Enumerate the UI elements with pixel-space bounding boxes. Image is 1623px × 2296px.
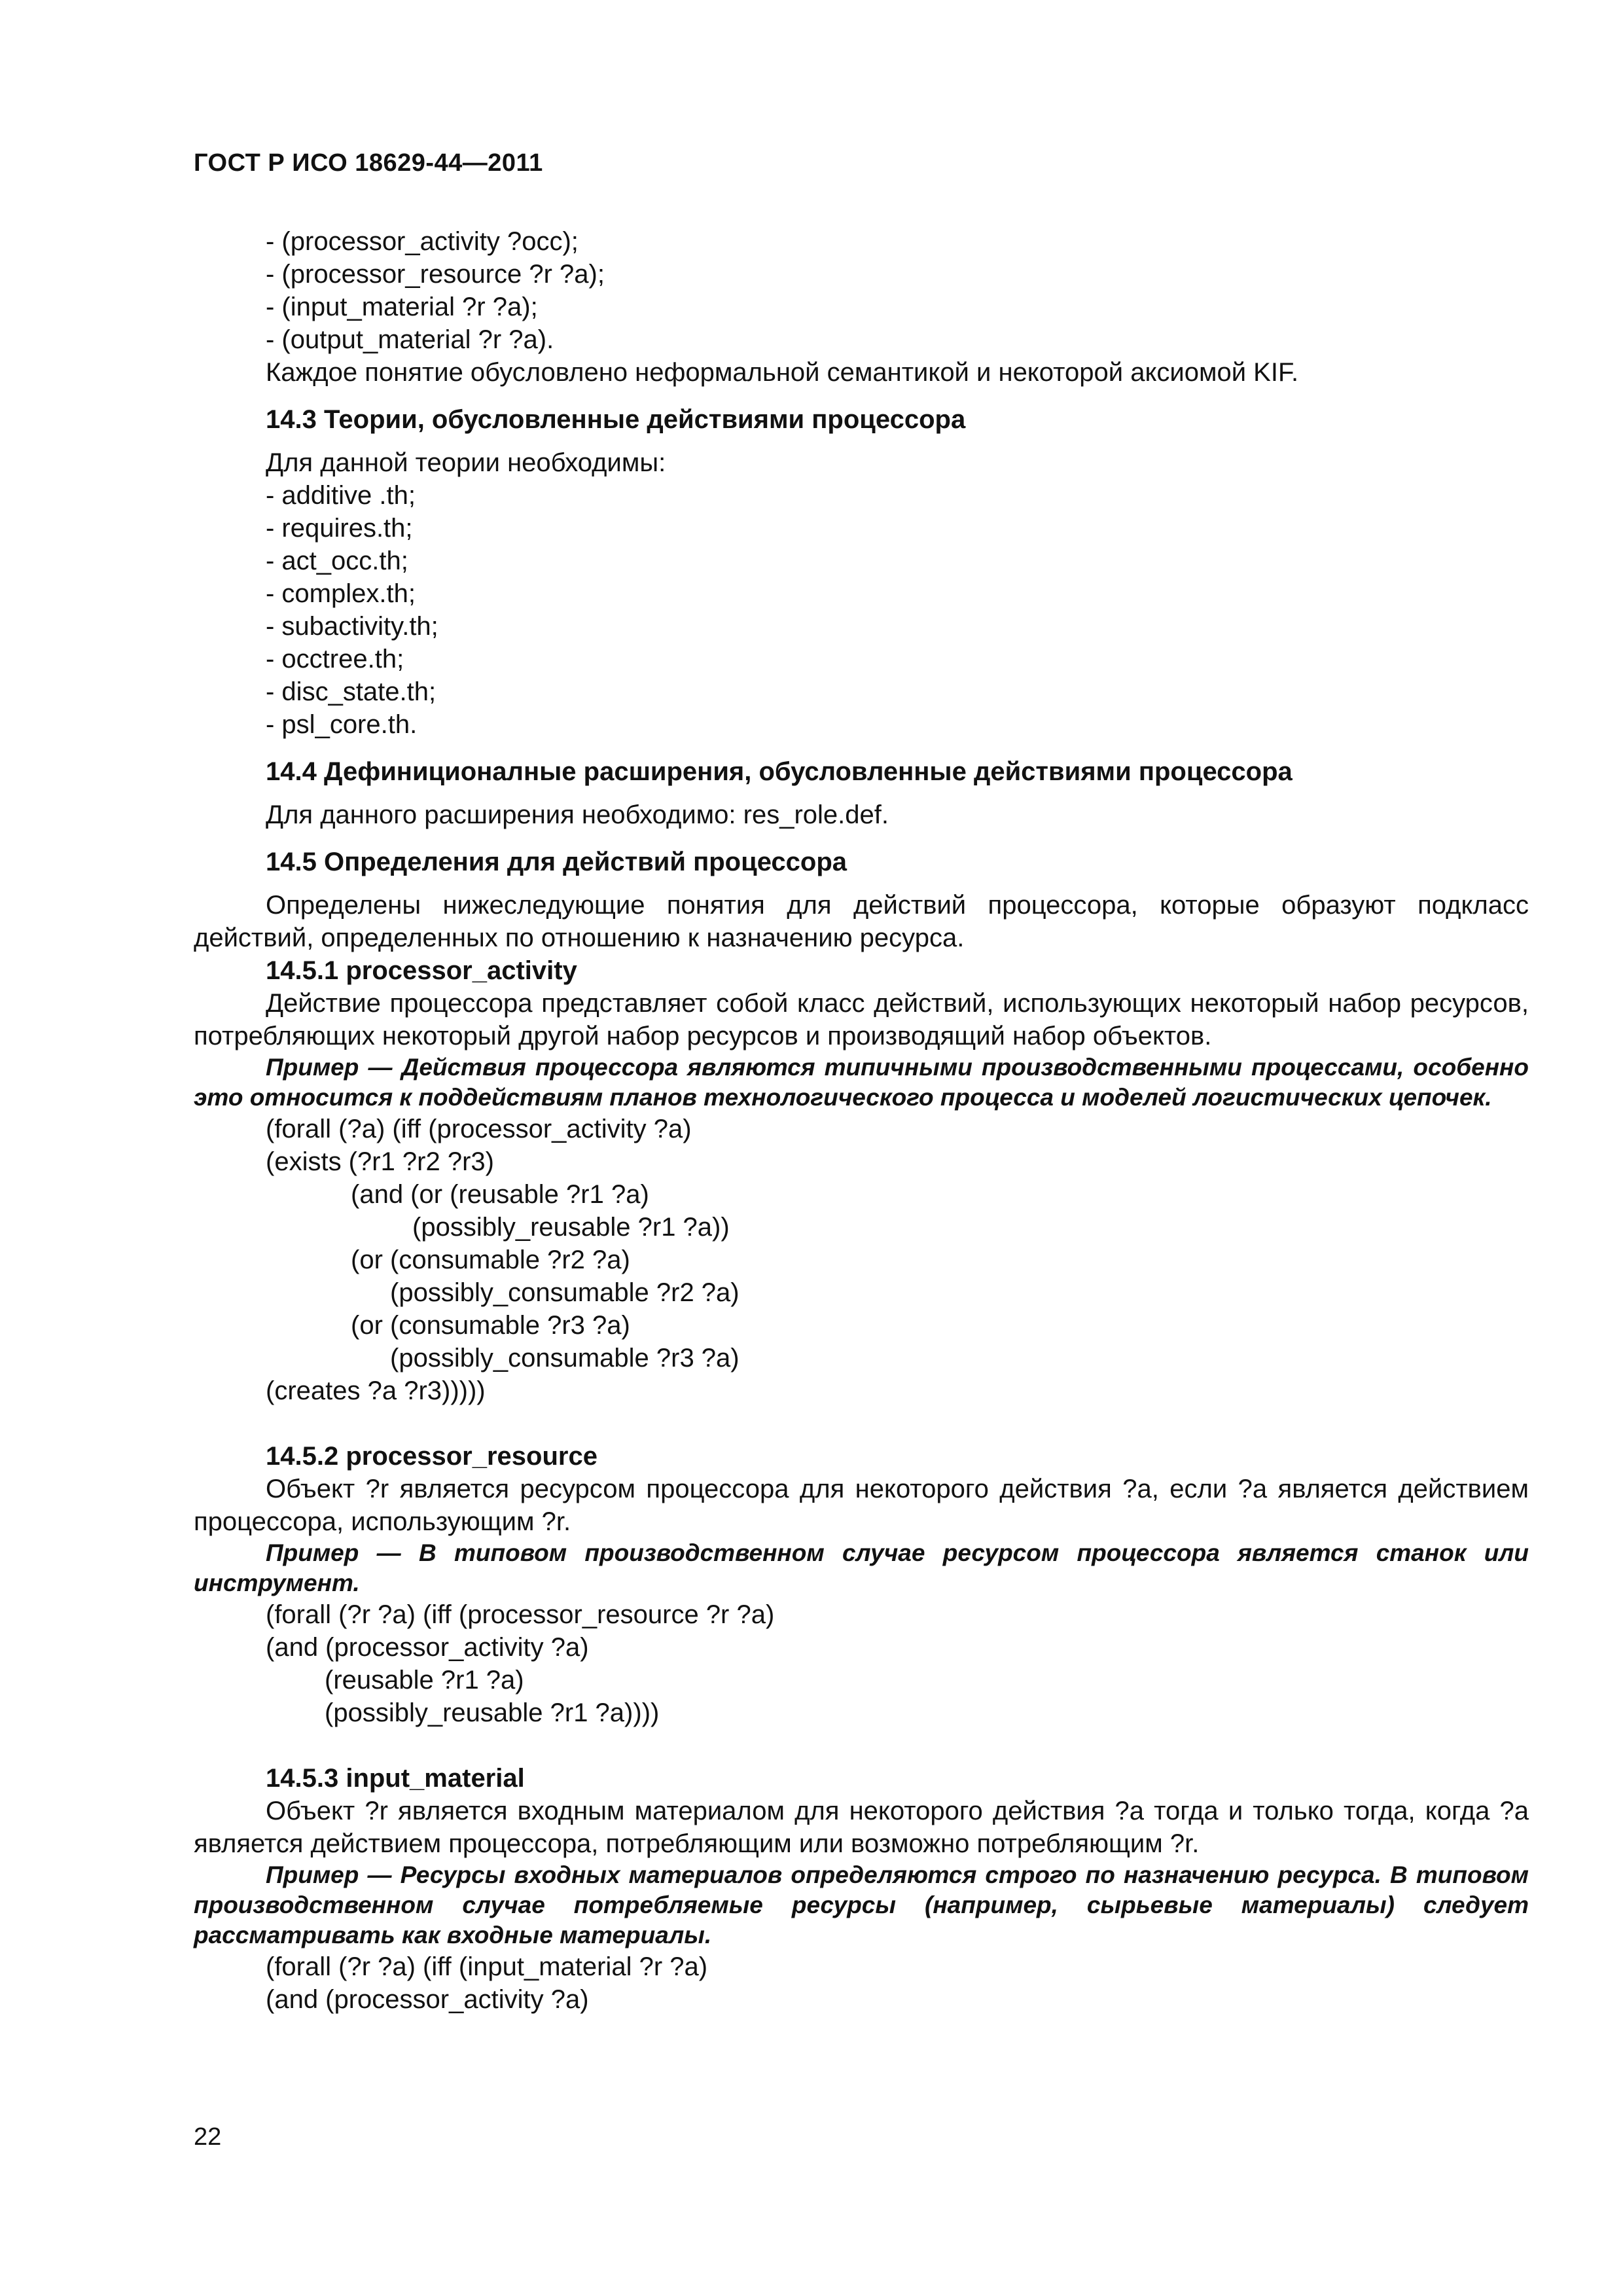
example-note: Пример — В типовом производственном случае ресурсом процессора является станок или инструмент. bbox=[194, 1539, 1529, 1596]
subsection-text: Объект ?r является ресурсом процессора для некоторого действия ?a, если ?a является действием процессора, использующим ?r. bbox=[194, 1475, 1529, 1536]
subsection-heading-14-5-2: 14.5.2 processor_resource bbox=[266, 1442, 597, 1471]
code-line: (or (consumable ?r3 ?a) bbox=[351, 1311, 630, 1340]
list-item: - (input_material ?r ?a); bbox=[266, 293, 538, 321]
section-text: Определены нижеследующие понятия для действий процессора, которые образуют подкласс действий, определенных по отношению к назначению ресурса. bbox=[194, 891, 1529, 952]
example-note: Пример — Ресурсы входных материалов определяются строго по назначению ресурса. В типовом производственном случае потребляемые ресурсы (например, сырьевые материалы) следует рассматривать как входные материалы. bbox=[194, 1861, 1529, 1948]
code-line: (forall (?r ?a) (iff (input_material ?r ?a) bbox=[266, 1952, 708, 1981]
document-header: ГОСТ Р ИСО 18629-44—2011 bbox=[194, 149, 543, 177]
subsection-text: Действие процессора представляет собой класс действий, использующих некоторый набор ресурсов, потребляющих некоторый другой набор ресурсов и производящий набор объектов. bbox=[194, 989, 1529, 1050]
page-number: 22 bbox=[194, 2123, 222, 2151]
list-item: - (output_material ?r ?a). bbox=[266, 325, 554, 354]
code-line: (forall (?a) (iff (processor_activity ?a) bbox=[266, 1115, 692, 1143]
code-line: (possibly_consumable ?r3 ?a) bbox=[390, 1344, 740, 1372]
section-text: Для данного расширения необходимо: res_role.def. bbox=[266, 800, 889, 829]
code-line: (creates ?a ?r3))))) bbox=[266, 1376, 486, 1405]
code-line: (exists (?r1 ?r2 ?r3) bbox=[266, 1147, 494, 1176]
code-line: (possibly_reusable ?r1 ?a)))) bbox=[325, 1698, 660, 1727]
code-line: (and (processor_activity ?a) bbox=[266, 1633, 589, 1662]
spacer bbox=[194, 1729, 1529, 1762]
code-line: (or (consumable ?r2 ?a) bbox=[351, 1246, 630, 1274]
list-item: - disc_state.th; bbox=[266, 677, 437, 706]
code-line: (and (processor_activity ?a) bbox=[266, 1985, 589, 2014]
list-item: - psl_core.th. bbox=[266, 710, 418, 739]
code-line: (reusable ?r1 ?a) bbox=[325, 1666, 524, 1695]
code-line: (possibly_reusable ?r1 ?a)) bbox=[412, 1213, 730, 1242]
subsection-heading-14-5-1: 14.5.1 processor_activity bbox=[266, 956, 577, 985]
code-line: (forall (?r ?a) (iff (processor_resource ?r ?a) bbox=[266, 1600, 775, 1629]
list-item: - (processor_activity ?occ); bbox=[266, 227, 579, 256]
example-note: Пример — Действия процессора являются типичными производственными процессами, особенно это относится к поддействиям планов технологического процесса и моделей логистических цепочек. bbox=[194, 1054, 1529, 1111]
section-intro: Для данной теории необходимы: bbox=[266, 448, 666, 477]
intro-text: Каждое понятие обусловлено неформальной семантикой и некоторой аксиомой KIF. bbox=[266, 358, 1299, 387]
subsection-heading-14-5-3: 14.5.3 input_material bbox=[266, 1764, 525, 1793]
page-content bbox=[194, 225, 1529, 2016]
list-item: - act_occ.th; bbox=[266, 547, 408, 575]
subsection-text: Объект ?r является входным материалом для некоторого действия ?a тогда и только тогда, когда ?a является действием процессора, потребляющим или возможно потребляющим ?r. bbox=[194, 1797, 1529, 1858]
list-item: - requires.th; bbox=[266, 514, 413, 543]
list-item: - complex.th; bbox=[266, 579, 416, 608]
code-line: (and (or (reusable ?r1 ?a) bbox=[351, 1180, 649, 1209]
code-line: (possibly_consumable ?r2 ?a) bbox=[390, 1278, 740, 1307]
list-item: - (processor_resource ?r ?a); bbox=[266, 260, 605, 289]
list-item: - subactivity.th; bbox=[266, 612, 438, 641]
spacer bbox=[194, 1407, 1529, 1440]
section-heading-14-3: 14.3 Теории, обусловленные действиями процессора bbox=[266, 405, 966, 434]
section-heading-14-4: 14.4 Дефиниционалные расширения, обусловленные действиями процессора bbox=[266, 757, 1293, 786]
section-heading-14-5: 14.5 Определения для действий процессора bbox=[266, 848, 847, 876]
list-item: - additive .th; bbox=[266, 481, 416, 510]
list-item: - occtree.th; bbox=[266, 645, 404, 673]
